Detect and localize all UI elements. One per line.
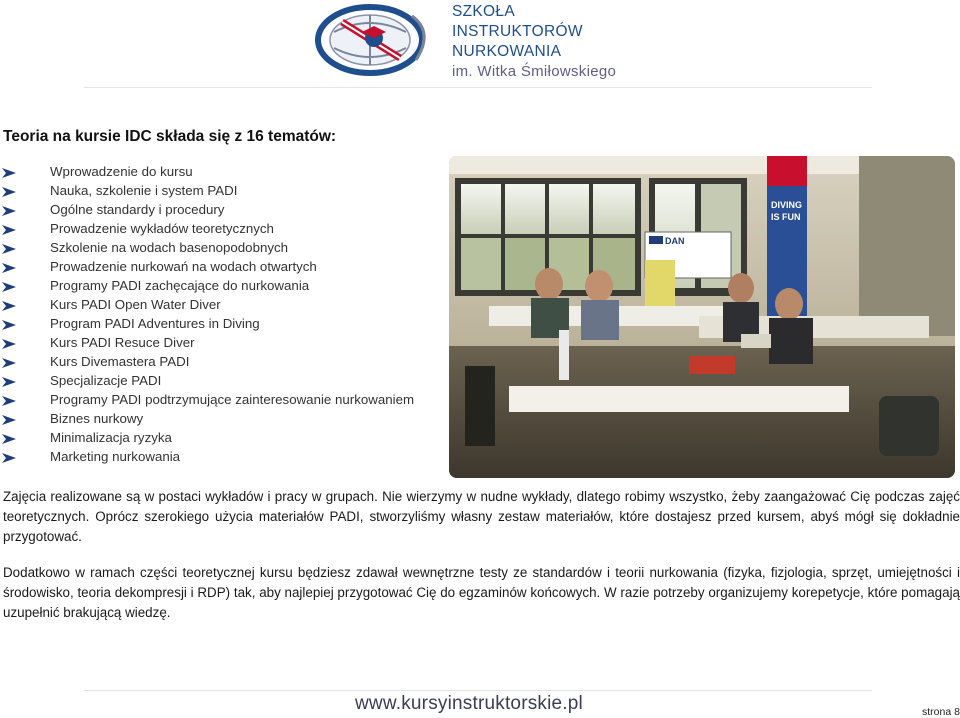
topic-label: Nauka, szkolenie i system PADI — [50, 183, 238, 198]
topic-label: Kurs PADI Open Water Diver — [50, 297, 221, 312]
paragraph-classes: Zajęcia realizowane są w postaci wykładów i pracy w grupach. Nie wierzymy w nudne wykłady, dlatego robimy wszystko, żeby zaangażować Cię podczas zajęć teoretycznych. Oprócz szerokiego użycia materiałów PADI, stworzyliśmy własny zestaw materiałów, które dostajesz przed kursem, abyś mógł się dokładnie przygotować. — [3, 489, 960, 544]
dan-poster-text: DAN — [665, 236, 685, 246]
arrowhead-right-icon — [2, 453, 16, 463]
arrowhead-right-icon — [2, 225, 16, 235]
topic-label: Prowadzenie wykładów teoretycznych — [50, 221, 274, 236]
topic-label: Specjalizacje PADI — [50, 373, 162, 388]
arrowhead-right-icon — [2, 206, 16, 216]
topic-label: Kurs Divemastera PADI — [50, 354, 190, 369]
arrowhead-right-icon — [2, 168, 16, 178]
topic-label: Szkolenie na wodach basenopodobnych — [50, 240, 289, 255]
topic-label: Kurs PADI Resuce Diver — [50, 335, 195, 350]
section-heading: Teoria na kursie IDC składa się z 16 tematów: — [3, 128, 337, 145]
arrowhead-right-icon — [2, 377, 16, 387]
arrowhead-right-icon — [2, 263, 16, 273]
footer-url: www.kursyinstruktorskie.pl — [355, 693, 583, 714]
arrowhead-right-icon — [2, 396, 16, 406]
banner-text-1: DIVING — [771, 200, 803, 210]
arrowhead-right-icon — [2, 244, 16, 254]
logo-line-1: SZKOŁA — [452, 3, 515, 20]
logo-line-4: im. Witka Śmiłowskiego — [452, 63, 617, 80]
topic-label: Biznes nurkowy — [50, 411, 144, 426]
arrowhead-right-icon — [2, 358, 16, 368]
logo-line-2: INSTRUKTORÓW — [452, 23, 583, 40]
top-divider — [84, 87, 872, 88]
arrowhead-right-icon — [2, 339, 16, 349]
topic-label: Program PADI Adventures in Diving — [50, 316, 260, 331]
topic-label: Prowadzenie nurkowań na wodach otwartych — [50, 259, 317, 274]
arrowhead-right-icon — [2, 187, 16, 197]
arrowhead-right-icon — [2, 301, 16, 311]
classroom-photo — [449, 156, 955, 478]
school-logo — [312, 0, 642, 84]
arrowhead-right-icon — [2, 282, 16, 292]
topic-label: Programy PADI zachęcające do nurkowania — [50, 278, 310, 293]
topic-label: Wprowadzenie do kursu — [50, 164, 193, 179]
logo-line-3: NURKOWANIA — [452, 43, 562, 60]
arrowhead-right-icon — [2, 415, 16, 425]
topic-label: Marketing nurkowania — [50, 449, 181, 464]
banner-text-2: IS FUN — [771, 212, 801, 222]
paragraph-tests: Dodatkowo w ramach części teoretycznej kursu będziesz zdawał wewnętrzne testy ze standardów i teorii nurkowania (fizyka, fizjologia, sprzęt, umiejętności i środowisko, teoria dekompresji i RDP) tak, aby najlepiej przygotować Cię do egzaminów końcowych. W razie potrzeby organizujemy korepetycje, które pomagają uzupełnić brakującą wiedzę. — [3, 565, 960, 620]
page-number: strona 8 — [922, 706, 960, 718]
arrowhead-right-icon — [2, 434, 16, 444]
topic-label: Minimalizacja ryzyka — [50, 430, 172, 445]
topic-label: Ogólne standardy i procedury — [50, 202, 225, 217]
bottom-divider — [84, 690, 872, 691]
arrowhead-right-icon — [2, 320, 16, 330]
topic-label: Programy PADI podtrzymujące zainteresowanie nurkowaniem — [50, 392, 415, 407]
logo-globe-icon — [312, 2, 444, 78]
